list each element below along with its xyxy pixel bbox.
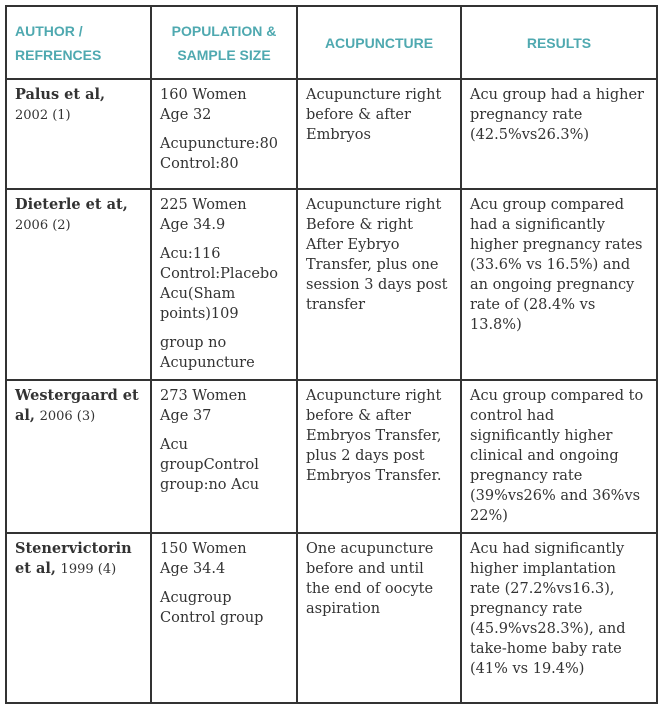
acupuncture-cell — [297, 189, 461, 380]
group-text: Acugroup Control group — [160, 590, 264, 626]
population-women: 160 Women — [160, 87, 247, 103]
author-year: 2002 (1) — [15, 108, 71, 123]
population-age: Age 37 — [160, 408, 212, 424]
group-acupuncture: Acupuncture:80 — [160, 136, 279, 152]
results-cell — [461, 380, 657, 533]
acupuncture-cell — [297, 79, 461, 189]
header-results: RESULTS — [461, 6, 657, 79]
results-text: Acu group compared had a significantly higher pregnancy rates (33.6% vs 16.5%) and an ongoing pregnancy rate of (28.4% vs 13.8%) — [470, 197, 643, 333]
population-cell — [151, 189, 297, 380]
author-name: Westergaard et al, — [15, 387, 139, 424]
results-cell — [461, 533, 657, 703]
results-cell — [461, 79, 657, 189]
population-age: Age 34.4 — [160, 561, 226, 577]
acupuncture-cell — [297, 533, 461, 703]
author-name: Dieterle et at, — [15, 196, 128, 213]
population-women: 273 Women — [160, 388, 247, 404]
header-population — [151, 6, 297, 79]
population-cell — [151, 79, 297, 189]
table-row — [6, 533, 657, 703]
acupuncture-text: One acupuncture before and until the end of oocyte aspiration — [306, 541, 434, 617]
group-text: Acu groupControl group:no Acu — [160, 437, 260, 493]
author-cell — [6, 189, 151, 380]
author-year: 2006 (3) — [39, 409, 96, 424]
acupuncture-studies-table — [5, 5, 658, 704]
table-row — [6, 189, 657, 380]
acupuncture-cell — [297, 380, 461, 533]
author-cell — [6, 533, 151, 703]
population-women: 150 Women — [160, 541, 247, 557]
author-name: Palus et al, — [15, 86, 106, 103]
results-text: Acu group had a higher pregnancy rate (42.5%vs26.3%) — [470, 87, 644, 143]
author-year: 2006 (2) — [15, 218, 71, 233]
population-cell — [151, 533, 297, 703]
studies-table-container — [5, 5, 656, 704]
acupuncture-text: Acupuncture right before & after Embryos Transfer, plus 2 days post Embryos Transfer. — [306, 388, 442, 484]
author-name: Stenervictorin et al, — [15, 540, 132, 577]
acupuncture-text: Acupuncture right Before & right After Eybryo Transfer, plus one session 3 days post transfer — [306, 197, 448, 313]
author-cell — [6, 380, 151, 533]
results-text: Acu group compared to control had significantly higher clinical and ongoing pregnancy rate (39%vs26% and 36%vs 22%) — [470, 388, 644, 524]
group-control: Control:Placebo Acu(Sham points)109 — [160, 266, 278, 322]
table-row — [6, 380, 657, 533]
population-age: Age 32 — [160, 107, 212, 123]
table-row — [6, 79, 657, 189]
header-acupuncture: ACUPUNCTURE — [297, 6, 461, 79]
author-cell — [6, 79, 151, 189]
results-cell — [461, 189, 657, 380]
population-cell — [151, 380, 297, 533]
group-acupuncture: Acu:116 — [160, 246, 221, 262]
group-no-acupuncture: group no Acupuncture — [160, 335, 255, 371]
group-control: Control:80 — [160, 156, 239, 172]
header-author-line2: REFRENCES — [15, 46, 102, 63]
header-author — [6, 6, 151, 79]
header-population-line1: POPULATION & — [171, 22, 277, 39]
header-row — [6, 6, 657, 79]
header-author-line1: AUTHOR / — [15, 22, 83, 39]
population-age: Age 34.9 — [160, 217, 226, 233]
results-text: Acu had significantly higher implantation rate (27.2%vs16.3), pregnancy rate (45.9%vs28.3%), and take-home baby rate (41% vs 19.4%) — [470, 541, 626, 677]
header-population-line2: SAMPLE SIZE — [177, 46, 271, 63]
acupuncture-text: Acupuncture right before & after Embryos — [306, 87, 442, 143]
population-women: 225 Women — [160, 197, 247, 213]
author-year: 1999 (4) — [60, 562, 117, 577]
